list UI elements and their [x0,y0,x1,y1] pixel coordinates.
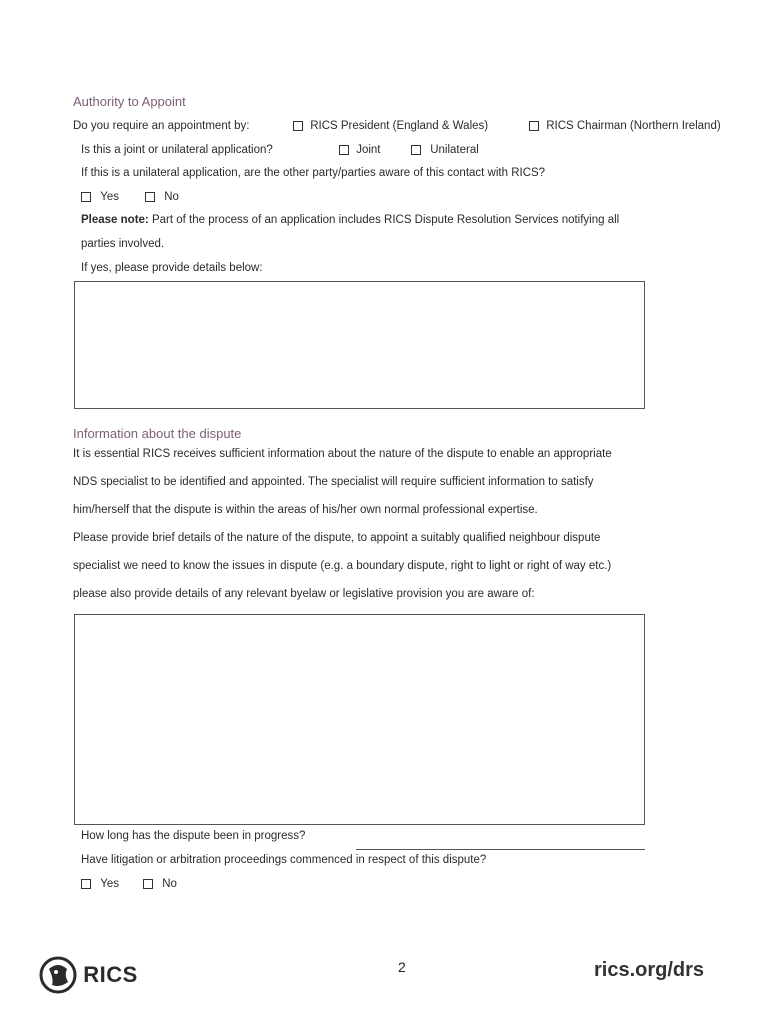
option-joint[interactable] [339,144,381,156]
rics-lion-icon [38,955,78,995]
option-aware-no-label: No [164,191,179,203]
checkbox-aware-no[interactable] [145,192,155,202]
option-litigation-no[interactable] [143,878,177,890]
option-joint-label: Joint [356,144,381,156]
duration-input-line[interactable] [356,849,645,850]
option-litigation-yes[interactable] [81,878,119,890]
section-heading-dispute: Information about the dispute [73,426,242,441]
rics-logo [38,955,138,995]
page-number: 2 [398,959,406,975]
option-aware-no[interactable] [145,191,179,203]
please-note [81,214,619,226]
rics-logo-text: RICS [83,962,138,987]
checkbox-unilateral[interactable] [411,145,421,155]
checkbox-chairman[interactable] [529,121,539,131]
dispute-para-line-3: him/herself that the dispute is within the areas of his/her own normal professional expertise. [73,504,538,516]
please-note-text: Part of the process of an application includes RICS Dispute Resolution Services notifying all [151,214,620,226]
option-president-label: RICS President (England & Wales) [310,120,489,132]
checkbox-litigation-yes[interactable] [81,879,91,889]
aware-question: If this is a unilateral application, are the other party/parties aware of this contact with RICS? [81,167,546,179]
option-litigation-yes-label: Yes [100,878,119,890]
option-chairman[interactable] [529,120,721,132]
appointment-question [73,120,249,132]
dispute-para-line-2: NDS specialist to be identified and appointed. The specialist will require sufficient information to satisfy [73,476,594,488]
dispute-para-line-4: Please provide brief details of the nature of the dispute, to appoint a suitably qualified neighbour dispute [73,532,601,544]
footer-url[interactable]: rics.org/drs [594,959,705,981]
details-label: If yes, please provide details below: [81,262,263,274]
details-textarea[interactable] [74,281,645,409]
option-chairman-label: RICS Chairman (Northern Ireland) [546,120,721,132]
checkbox-litigation-no[interactable] [143,879,153,889]
checkbox-president[interactable] [293,121,303,131]
checkbox-aware-yes[interactable] [81,192,91,202]
option-aware-yes[interactable] [81,191,119,203]
please-note-label: Please note: [81,214,149,226]
appointment-question-label: Do you require an appointment by: [73,120,250,132]
dispute-details-textarea[interactable] [74,614,645,825]
litigation-question: Have litigation or arbitration proceedings commenced in respect of this dispute? [81,854,487,866]
option-unilateral[interactable] [411,144,479,156]
dispute-para-line-6: please also provide details of any relevant byelaw or legislative provision you are aware of: [73,588,535,600]
checkbox-joint[interactable] [339,145,349,155]
dispute-para-line-1: It is essential RICS receives sufficient information about the nature of the dispute to enable an appropriate [73,448,612,460]
section-heading-authority: Authority to Appoint [73,94,186,109]
option-president[interactable] [293,120,488,132]
option-aware-yes-label: Yes [100,191,119,203]
option-litigation-no-label: No [162,878,177,890]
please-note-text-2: parties involved. [81,238,165,250]
duration-question: How long has the dispute been in progress? [81,830,306,842]
option-unilateral-label: Unilateral [430,144,479,156]
dispute-para-line-5: specialist we need to know the issues in dispute (e.g. a boundary dispute, right to light or right of way etc.) [73,560,612,572]
joint-question: Is this a joint or unilateral application? [81,144,273,156]
